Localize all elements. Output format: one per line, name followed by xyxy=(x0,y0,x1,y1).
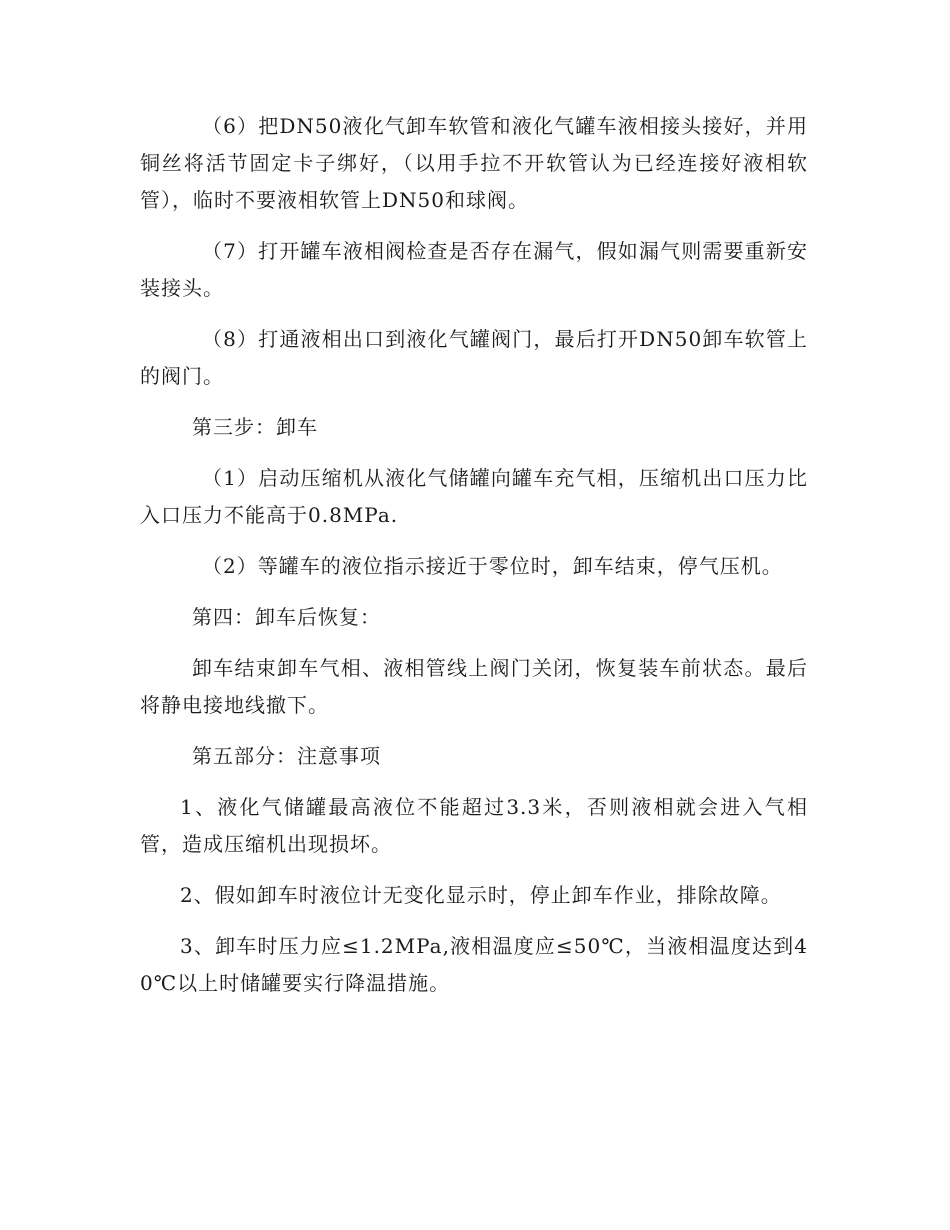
paragraph-step-8: （8）打通液相出口到液化气罐阀门，最后打开DN50卸车软管上的阀门。 xyxy=(140,327,808,388)
paragraph-note-3: 3、卸车时压力应≤1.2MPa,液相温度应≤50℃，当液相温度达到40℃以上时储罐要实行降温措施。 xyxy=(140,934,808,995)
document-page xyxy=(140,108,808,1016)
paragraph-note-2: 2、假如卸车时液位计无变化显示时，停止卸车作业，排除故障。 xyxy=(180,883,782,907)
heading-part-five: 第五部分：注意事项 xyxy=(192,744,381,768)
paragraph-restore: 卸车结束卸车气相、液相管线上阀门关闭，恢复装车前状态。最后将静电接地线撤下。 xyxy=(140,656,808,717)
heading-step-three: 第三步：卸车 xyxy=(192,415,318,439)
paragraph-unload-2: （2）等罐车的液位指示接近于零位时，卸车结束，停气压机。 xyxy=(202,554,783,578)
paragraph-note-1: 1、液化气储罐最高液位不能超过3.3米，否则液相就会进入气相管，造成压缩机出现损坏。 xyxy=(140,795,808,856)
paragraph-step-6: （6）把DN50液化气卸车软管和液化气罐车液相接头接好，并用铜丝将活节固定卡子绑好，（以用手拉不开软管认为已经连接好液相软管），临时不要液相软管上DN50和球阀。 xyxy=(140,114,808,212)
paragraph-unload-1: （1）启动压缩机从液化气储罐向罐车充气相，压缩机出口压力比入口压力不能高于0.8MPa. xyxy=(140,466,808,527)
paragraph-step-7: （7）打开罐车液相阀检查是否存在漏气，假如漏气则需要重新安装接头。 xyxy=(140,239,808,300)
heading-step-four: 第四：卸车后恢复： xyxy=(192,605,381,629)
